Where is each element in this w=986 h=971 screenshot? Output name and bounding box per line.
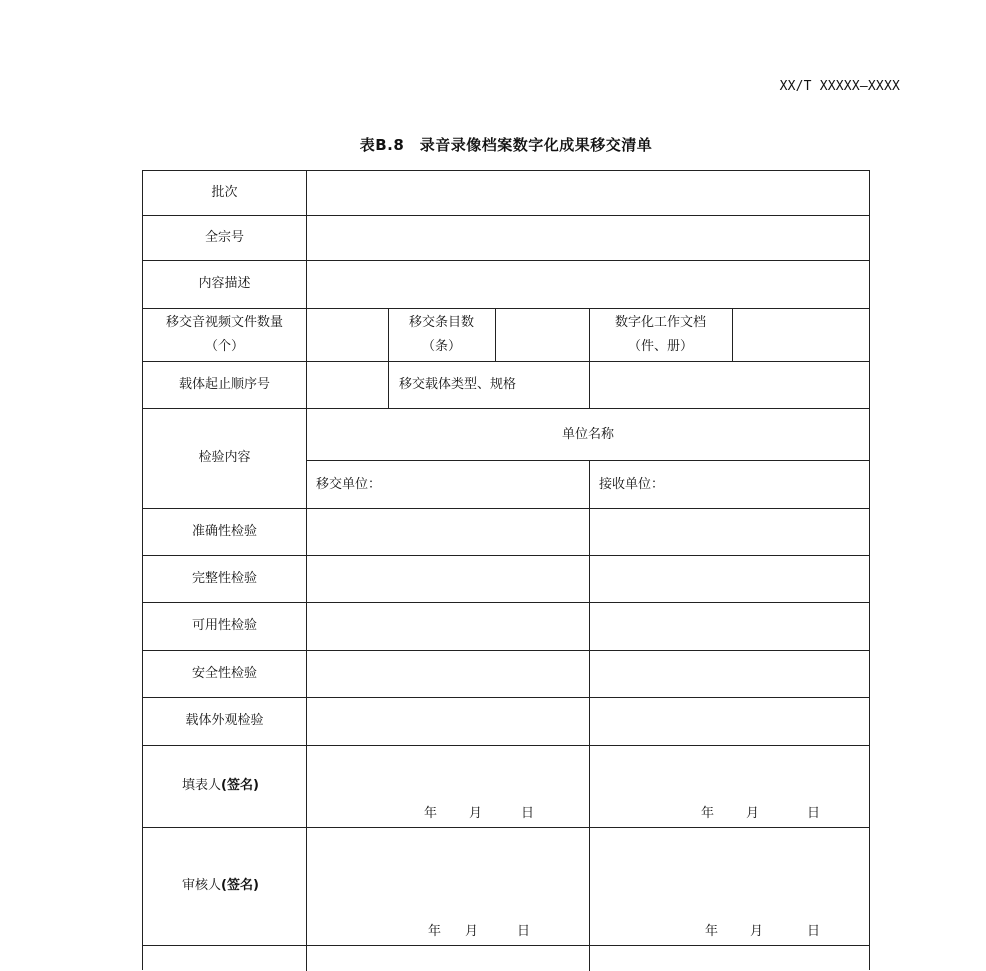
row-separator	[143, 361, 870, 362]
inspection-content-label: 检验内容	[198, 450, 251, 465]
entry-count-label-line2: （条）	[421, 339, 461, 354]
row-separator	[143, 408, 870, 409]
filler-receive-date-month: 月	[746, 806, 760, 821]
file-count-label-line2: （个）	[204, 339, 244, 354]
filler-receive-date-year: 年	[701, 806, 715, 821]
receiving-unit-label: 接收单位：	[599, 477, 665, 492]
work-document-label-line2: （件、册）	[627, 339, 693, 354]
filler-transfer-date-month: 月	[469, 806, 483, 821]
row-separator	[143, 745, 870, 746]
filler-receive-date-day: 日	[807, 806, 821, 821]
column-separator	[732, 308, 733, 361]
completeness-check-label: 完整性检验	[191, 571, 257, 586]
fonds-number-label: 全宗号	[204, 230, 244, 245]
column-separator	[495, 308, 496, 361]
filler-label-prefix: 填表人	[182, 778, 222, 793]
reviewer-receive-date-year: 年	[705, 924, 719, 939]
row-separator	[143, 215, 870, 216]
row-separator	[143, 602, 870, 603]
work-document-label-line1: 数字化工作文档	[614, 315, 706, 330]
table-title: 表B.8 录音录像档案数字化成果移交清单	[359, 136, 653, 154]
row-separator	[143, 650, 870, 651]
row-separator	[143, 697, 870, 698]
accuracy-check-label: 准确性检验	[191, 524, 257, 539]
carrier-appearance-check-label: 载体外观检验	[185, 713, 264, 728]
security-check-label: 安全性检验	[191, 666, 257, 681]
reviewer-label-prefix: 审核人	[182, 878, 222, 893]
row-separator	[143, 827, 870, 828]
entry-count-label-line1: 移交条目数	[408, 315, 474, 330]
document-code: XX/T XXXXX—XXXX	[779, 79, 900, 94]
column-separator	[306, 171, 307, 971]
row-separator	[306, 460, 870, 461]
file-count-label-line1: 移交音视频文件数量	[165, 315, 283, 330]
reviewer-receive-date-day: 日	[807, 924, 821, 939]
carrier-type-spec-label: 移交载体类型、规格	[399, 377, 517, 392]
handover-form-table	[142, 170, 870, 970]
row-separator	[143, 555, 870, 556]
row-separator	[143, 508, 870, 509]
filler-transfer-date-day: 日	[521, 806, 535, 821]
filler-signature-label	[182, 777, 259, 795]
reviewer-signature-label	[182, 877, 259, 895]
usability-check-label: 可用性检验	[191, 618, 257, 633]
reviewer-transfer-date-year: 年	[428, 924, 442, 939]
batch-label: 批次	[211, 185, 238, 200]
row-separator	[143, 945, 870, 946]
reviewer-transfer-date-month: 月	[465, 924, 479, 939]
unit-name-label: 单位名称	[561, 427, 614, 442]
row-separator	[143, 260, 870, 261]
reviewer-receive-date-month: 月	[750, 924, 764, 939]
reviewer-signature-suffix: (签名)	[221, 878, 259, 893]
filler-signature-suffix: (签名)	[221, 778, 259, 793]
row-separator	[143, 308, 870, 309]
filler-transfer-date-year: 年	[424, 806, 438, 821]
content-description-label: 内容描述	[198, 276, 251, 291]
transferring-unit-label: 移交单位：	[316, 477, 382, 492]
column-separator	[589, 460, 590, 971]
reviewer-transfer-date-day: 日	[517, 924, 531, 939]
carrier-sequence-label: 载体起止顺序号	[178, 377, 270, 392]
